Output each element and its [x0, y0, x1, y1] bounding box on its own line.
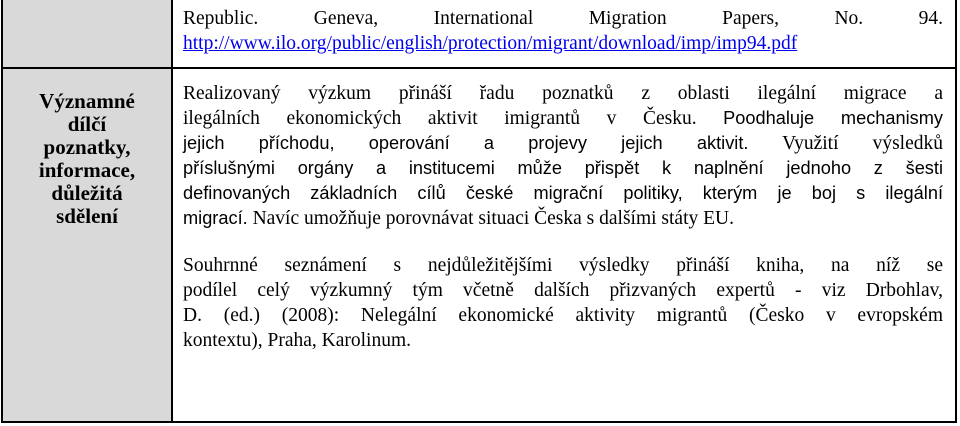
section-label-line: sdělení [56, 204, 118, 228]
paragraph-line: příslušnými orgány a institucemi může přispět k naplnění jednoho z šesti [183, 158, 943, 178]
paragraph-segment: migrací. [183, 208, 248, 228]
paragraph-segment: jejich příchodu, operování a projevy jejich aktivit. [183, 133, 749, 153]
section-label-line: důležitá [51, 181, 123, 205]
paragraph-segment: ilegálních ekonomických aktivit imigrantů v Česku. [183, 108, 697, 129]
paragraph-segment: Využití výsledků [782, 133, 943, 154]
summary-paragraph [183, 231, 943, 353]
reference-url-line [183, 31, 943, 56]
findings-row [2, 68, 956, 422]
findings-paragraph [183, 69, 943, 231]
findings-cell [172, 68, 956, 422]
paragraph-line: D. (ed.) (2008): Nelegální ekonomické aktivity migrantů (Česko v evropském [183, 305, 943, 326]
reference-cell [172, 0, 956, 68]
paragraph-segment: Poodhaluje mechanismy [723, 108, 944, 128]
reference-line: Republic. Geneva, International Migration Papers, No. 94. [183, 8, 943, 29]
paragraph-line [183, 106, 943, 131]
paragraph-line [183, 131, 943, 156]
section-label-line: informace, [38, 158, 136, 182]
paragraph-segment: Navíc umožňuje porovnávat situaci Česka s dalšími státy EU. [252, 208, 734, 229]
paragraph-line: definovaných základních cílů české migrační politiky, kterým je boj s ilegální [183, 183, 943, 203]
section-label-line: poznatky, [43, 135, 131, 159]
paragraph-line: kontextu), Praha, Karolinum. [183, 330, 411, 351]
section-label-cell [2, 68, 172, 422]
paragraph-line: Realizovaný výzkum přináší řadu poznatků z oblasti ilegální migrace a [183, 83, 943, 104]
reference-text [183, 0, 943, 56]
section-label-line: dílčí [67, 112, 107, 136]
reference-url-link[interactable]: http://www.ilo.org/public/english/protection/migrant/download/imp/imp94.pdf [183, 33, 798, 54]
document-table [1, 0, 957, 423]
paragraph-line: podílel celý výzkumný tým včetně dalších přizvaných expertů - viz Drbohlav, [183, 280, 943, 301]
paragraph-line [183, 206, 943, 231]
reference-row [2, 0, 956, 68]
empty-label-cell [2, 0, 172, 68]
section-label-line: Významné [39, 89, 135, 113]
paragraph-line: Souhrnné seznámení s nejdůležitějšími výsledky přináší kniha, na níž se [183, 255, 943, 276]
